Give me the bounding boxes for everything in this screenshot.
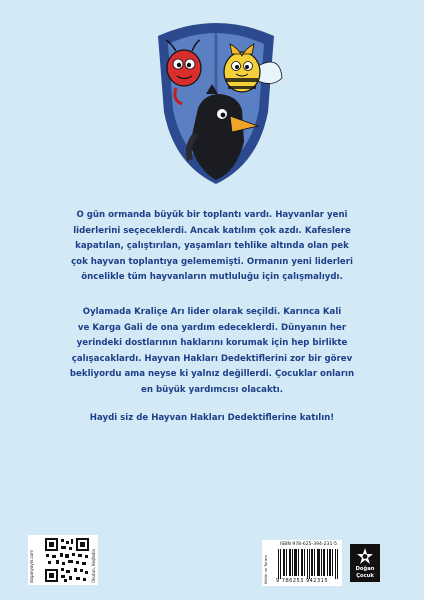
shield-mascots-illustration	[146, 14, 286, 192]
qr-code-icon[interactable]	[44, 537, 90, 583]
barcode-side-label: Kültür ve Turizm	[264, 554, 268, 584]
publisher-name-line-1: Doğan	[355, 566, 375, 572]
barcode-number: 9 786253 942315	[276, 578, 329, 584]
publisher-logo	[350, 544, 380, 582]
blurb-paragraph-1: O gün ormanda büyük bir toplantı vardı. Hayvanlar yeni liderlerini seçeceklerdi. Ancak katılım çok azdı. Kafeslere kapatılan, çalıştırılan, yaşamları tehlike altında olan pek çok hayvan toplantıya gelememişti. Ormanın yeni liderleri öncelikle tüm hayvanların mutluluğu için çalışmalıydı.	[71, 210, 353, 283]
isbn-barcode-block	[262, 540, 342, 586]
blurb-paragraph-2: Oylamada Kraliçe Arı lider olarak seçildi. Karınca Kali ve Karga Gali de ona yardım edeceklerdi. Dünyanın her yerindeki dostlarının haklarını korumak için hep birlikte çalışacaklardı. Hayvan Hakları Dedektiflerini zor bir görev bekliyordu ama neyse ki yalnız değillerdi. Çocuklar onların en büyük yardımcısı olacaktı.	[69, 307, 355, 395]
qr-code-block	[28, 535, 98, 585]
qr-side-label-left: doganyayin.com	[29, 549, 34, 583]
publisher-name-line-2: Çocuk	[356, 573, 374, 579]
isbn-label: ISBN 978-625-394-231-5	[280, 542, 337, 547]
blurb-call-to-action: Haydi siz de Hayvan Hakları Dedektiflerine katılın!	[89, 413, 335, 423]
star-logo-icon	[356, 547, 374, 565]
barcode-icon	[276, 549, 340, 579]
qr-side-label-right: Okutun, Keşfedin	[91, 548, 96, 583]
